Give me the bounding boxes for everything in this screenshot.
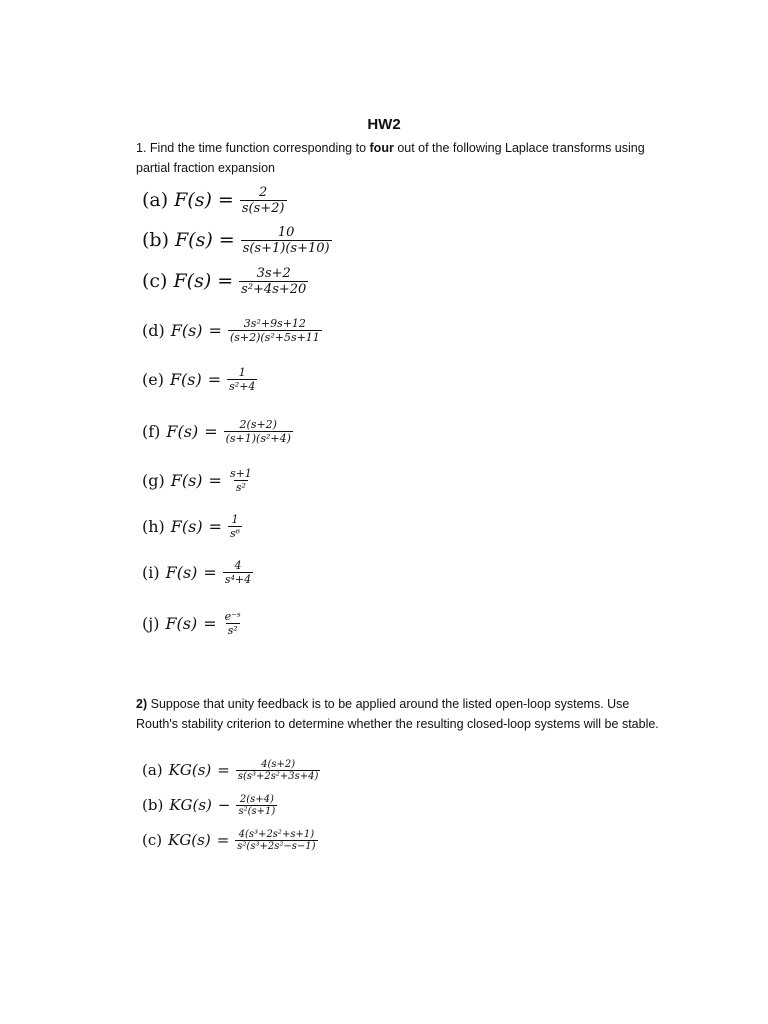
equation-lhs: KG(s) <box>168 761 212 779</box>
equation-label: (j) <box>142 613 160 633</box>
equation-relation: = <box>207 369 222 389</box>
laplace-equation <box>142 467 254 494</box>
equation-relation: = <box>203 613 217 633</box>
fraction-numerator: 4(s+2) <box>261 758 296 770</box>
equation-label: (b) <box>142 796 164 814</box>
laplace-equation <box>142 559 253 586</box>
equation-relation: = <box>203 562 217 582</box>
fraction-denominator: s⁶ <box>230 526 241 540</box>
equation-relation: = <box>216 831 230 849</box>
equation-lhs: KG(s) <box>169 796 212 814</box>
fraction-denominator: (s+1)(s²+4) <box>225 431 291 445</box>
equation-lhs: F(s) <box>173 270 212 292</box>
equation-relation: − <box>217 796 231 814</box>
equation-relation: = <box>217 270 234 292</box>
laplace-equation <box>142 225 332 256</box>
laplace-equation <box>142 513 242 540</box>
equation-relation: = <box>204 421 218 441</box>
question-1-bold-word: four <box>369 141 394 155</box>
equation-label: (h) <box>142 516 165 536</box>
fraction <box>227 366 257 393</box>
fraction-denominator: s² <box>227 623 238 637</box>
fraction-denominator: s²(s+1) <box>238 805 276 817</box>
fraction <box>239 266 308 297</box>
fraction-numerator: s+1 <box>229 466 252 480</box>
equation-relation: = <box>218 229 235 251</box>
question-2-number: 2) <box>136 697 148 711</box>
fraction-denominator: s² <box>235 480 246 494</box>
equation-label: (i) <box>142 562 160 582</box>
equation-lhs: F(s) <box>165 562 198 582</box>
fraction <box>236 794 277 817</box>
equation-label: (a) <box>142 761 163 779</box>
fraction <box>236 759 321 782</box>
laplace-equation <box>142 610 243 637</box>
fraction-denominator: (s+2)(s²+5s+11 <box>229 330 320 344</box>
fraction <box>224 418 293 445</box>
laplace-equation <box>142 266 308 297</box>
equation-label: (g) <box>142 470 165 490</box>
equation-label: (b) <box>142 229 169 251</box>
equation-lhs: F(s) <box>166 421 199 441</box>
fraction-denominator: s²(s³+2s²−s−1) <box>237 840 316 852</box>
equation-relation: = <box>208 470 222 490</box>
equation-lhs: F(s) <box>175 229 213 251</box>
fraction-numerator: 10 <box>277 224 295 240</box>
open-loop-equation <box>142 794 277 817</box>
question-1-text-after: out of the following Laplace transforms using partial fraction expansion <box>136 141 645 175</box>
fraction-numerator: 1 <box>238 365 246 379</box>
fraction-numerator: 2(s+2) <box>239 417 277 431</box>
laplace-equation <box>142 317 322 344</box>
equation-lhs: F(s) <box>169 369 202 389</box>
question-2-prompt <box>136 694 666 734</box>
fraction-numerator: 1 <box>231 512 239 526</box>
open-loop-equation <box>142 759 320 782</box>
equation-label: (e) <box>142 369 164 389</box>
equation-relation: = <box>217 189 234 211</box>
equation-label: (a) <box>142 189 169 211</box>
fraction <box>223 610 243 637</box>
laplace-equation <box>142 366 257 393</box>
question-1-prompt <box>136 138 666 178</box>
fraction <box>235 829 317 852</box>
fraction <box>241 225 332 256</box>
fraction-denominator: s⁴+4 <box>224 572 252 586</box>
equation-relation: = <box>208 320 222 340</box>
document-title: HW2 <box>367 116 401 133</box>
equation-label: (f) <box>142 421 161 441</box>
fraction-denominator: s(s³+2s²+3s+4) <box>237 770 319 782</box>
fraction-numerator: 4(s³+2s²+s+1) <box>238 828 315 840</box>
fraction <box>223 559 253 586</box>
equation-relation: = <box>208 516 222 536</box>
question-2-text: Suppose that unity feedback is to be applied around the listed open-loop systems. Use Routh's stability criterion to determine whether the resulting closed-loop systems will be stable. <box>136 697 659 731</box>
equation-label: (c) <box>142 270 168 292</box>
question-1-text-before: Find the time function corresponding to <box>149 141 367 155</box>
question-1-number: 1. <box>136 141 147 155</box>
equation-lhs: F(s) <box>165 613 198 633</box>
equation-lhs: F(s) <box>174 189 212 211</box>
fraction <box>228 317 322 344</box>
equation-relation: = <box>217 761 230 779</box>
open-loop-equation <box>142 829 318 852</box>
equation-lhs: F(s) <box>170 320 203 340</box>
fraction-denominator: s(s+2) <box>241 200 285 216</box>
equation-label: (c) <box>142 831 163 849</box>
fraction <box>228 467 254 494</box>
fraction <box>240 185 287 216</box>
fraction-denominator: s(s+1)(s+10) <box>242 240 330 256</box>
fraction-numerator: 4 <box>234 558 242 572</box>
fraction <box>228 513 242 540</box>
fraction-numerator: 2 <box>259 184 268 200</box>
equation-lhs: F(s) <box>170 516 203 536</box>
equation-lhs: F(s) <box>170 470 203 490</box>
laplace-equation <box>142 418 293 445</box>
fraction-denominator: s²+4s+20 <box>241 281 307 297</box>
fraction-numerator: 3s²+9s+12 <box>243 316 306 330</box>
fraction-numerator: e⁻ˢ <box>224 609 241 623</box>
equation-label: (d) <box>142 320 165 340</box>
fraction-numerator: 2(s+4) <box>239 793 274 805</box>
fraction-numerator: 3s+2 <box>256 265 291 281</box>
equation-lhs: KG(s) <box>168 831 211 849</box>
laplace-equation <box>142 185 287 216</box>
fraction-denominator: s²+4 <box>229 379 256 393</box>
